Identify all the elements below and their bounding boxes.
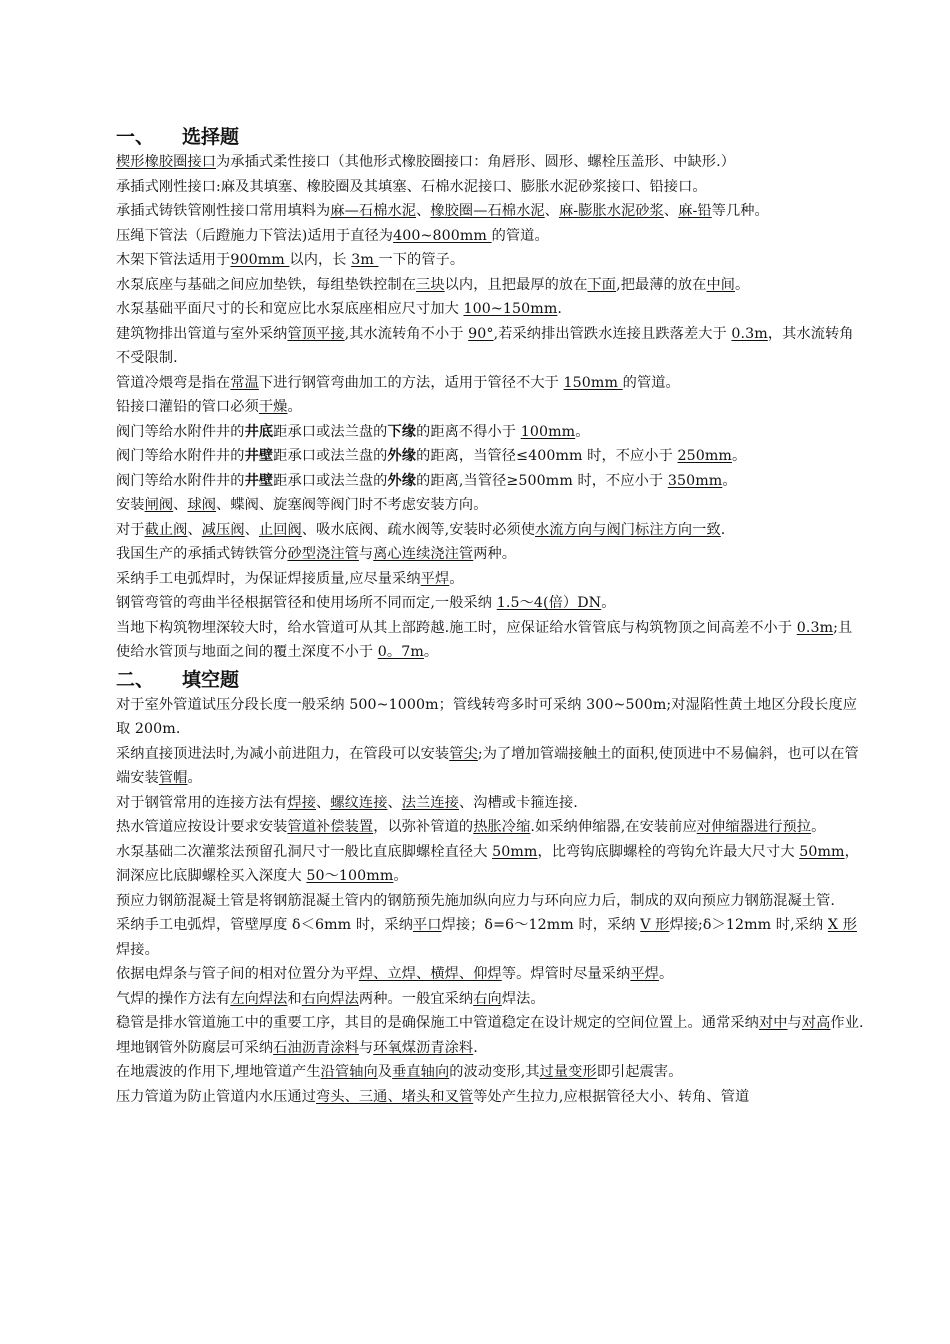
answer-blank: 焊接 — [287, 794, 317, 811]
text-run: 、 — [187, 521, 202, 538]
text-run: 等。焊管时尽量采纳 — [501, 966, 631, 982]
text-run: 。 — [449, 570, 464, 587]
document-body — [116, 122, 866, 1109]
text-run: 。 — [601, 595, 616, 611]
text-run: 为承插式柔性接口（其他形式橡胶圈接口：角唇形、圆形、螺栓压盖形、中缺形.） — [216, 154, 735, 170]
answer-blank: 麻-膨胀水泥砂浆 — [558, 203, 664, 219]
emphasis-text: 井壁 — [244, 448, 274, 464]
text-run: 焊接；δ=6～12mm 时，采纳 — [441, 917, 641, 933]
text-run: 及 — [377, 1064, 393, 1080]
text-run: 两种。 — [473, 546, 517, 562]
text-run: 距承口或法兰盘的 — [273, 472, 388, 489]
text-run: 以内，长 — [289, 252, 352, 268]
text-run: 等处产生拉力,应根据管径大小、转角、管道 — [473, 1088, 750, 1105]
answer-blank: 100mm — [520, 423, 576, 440]
text-run: 当地下构筑物埋深较大时，给水管道可从其上部跨越.施工时，应保证给水管管底与构筑物顶之间高差不小于 — [116, 619, 797, 636]
text-run: 建筑物排出管道与室外采纳 — [116, 325, 288, 342]
section-title: 选择题 — [182, 126, 240, 148]
section-heading — [116, 665, 866, 693]
answer-blank: 截止阀 — [144, 521, 188, 538]
text-run: 、 — [387, 794, 402, 811]
text-run: 、吸水底阀、疏水阀等,安装时必须使 — [301, 521, 536, 538]
answer-blank: 0。7m — [377, 644, 424, 660]
text-run: .如采纳伸缩器,在安装前应 — [530, 819, 697, 835]
text-run: 水泵基础平面尺寸的长和宽应比水泵底座相应尺寸加大 — [116, 301, 464, 317]
question-item — [116, 469, 866, 494]
text-run: 气焊的操作方法有 — [116, 990, 231, 1007]
text-run: 埋地钢管外防腐层可采纳 — [116, 1039, 274, 1056]
answer-blank: V 形 — [640, 917, 670, 933]
answer-blank: 左向焊法 — [230, 990, 288, 1007]
answer-blank: 水流方向与阀门标注方向一致 — [535, 521, 721, 538]
text-run: . — [557, 301, 562, 317]
answer-blank: 400~800mm — [393, 227, 492, 244]
text-run: 焊法。 — [501, 990, 545, 1007]
answer-blank: 平焊 — [630, 966, 659, 982]
text-run: 与 — [358, 546, 374, 562]
text-run: 以内，且把最厚的放在 — [444, 276, 588, 293]
text-run: 、 — [173, 497, 188, 513]
text-run: 、 — [663, 203, 679, 219]
answer-blank: 900mm — [230, 252, 290, 268]
text-run: 阀门等给水附件井的 — [116, 448, 245, 464]
text-run: 、 — [244, 521, 259, 538]
text-run: ,其水流转角不小于 — [344, 325, 469, 342]
text-run: 热水管道应按设计要求安装 — [116, 819, 288, 835]
text-run: 承插式铸铁管刚性接口常用填料为 — [116, 203, 331, 219]
answer-blank: 对高 — [801, 1015, 831, 1031]
text-run: 压力管道为防止管道内水压通过 — [116, 1088, 317, 1105]
answer-blank: 橡胶圈—石棉水泥 — [430, 203, 545, 219]
answer-blank: 50mm — [492, 843, 538, 860]
question-item — [116, 815, 866, 840]
question-item — [116, 1085, 866, 1110]
text-run: 。 — [735, 276, 750, 293]
text-run: ;且使给水管顶与地面之间的覆土深度不小于 — [116, 619, 853, 660]
section-number: 二、 — [116, 668, 155, 691]
answer-blank: 石油沥青涂料 — [273, 1039, 359, 1056]
text-run: 的距离，当管径≤400mm 时，不应小于 — [416, 448, 678, 464]
text-run: 管道冷煨弯是指在 — [116, 374, 231, 391]
answer-blank: 管顶平接 — [287, 325, 345, 342]
answer-blank: 中间 — [706, 276, 736, 293]
answer-blank: 50mm — [799, 843, 845, 860]
text-run: 。 — [732, 448, 747, 464]
section-number: 一、 — [116, 126, 155, 148]
answer-blank: 过量变形 — [539, 1064, 597, 1080]
answer-blank: 减压阀 — [201, 521, 245, 538]
text-run: 。 — [187, 770, 202, 786]
answer-blank: 1.5～4(倍）DN — [496, 595, 602, 611]
answer-blank: 右向焊法 — [301, 990, 359, 1007]
text-run: 两种。一般宜采纳 — [358, 990, 474, 1007]
question-item — [116, 1011, 866, 1036]
question-item — [116, 542, 866, 567]
answer-blank: 150mm — [563, 374, 623, 391]
question-item — [116, 693, 866, 742]
answer-blank: 250mm — [677, 448, 732, 464]
text-run: 。 — [811, 819, 826, 835]
text-run: 。 — [393, 868, 408, 884]
text-run: 的管道。 — [622, 374, 680, 391]
text-run: 焊接;δ＞12mm 时,采纳 — [669, 917, 828, 933]
text-run: 对于 — [116, 521, 145, 538]
text-run: 、 — [416, 203, 431, 219]
text-run: 我国生产的承插式铸铁管分 — [116, 546, 288, 562]
text-run: 对于钢管常用的连接方法有 — [116, 794, 288, 811]
text-run: 水泵基础二次灌浆法预留孔洞尺寸一般比直底脚螺栓直径大 — [116, 843, 493, 860]
text-run: 等几种。 — [711, 203, 769, 219]
answer-blank: 沿管轴向 — [320, 1064, 378, 1080]
question-item — [116, 742, 866, 791]
text-run: ，洞深应比底脚螺栓买入深度大 — [116, 843, 859, 884]
question-item — [116, 1036, 866, 1061]
answer-blank: 管帽 — [158, 770, 188, 786]
text-run: 下进行钢管弯曲加工的方法，适用于管径不大于 — [258, 374, 564, 391]
answer-blank: 100~150mm — [463, 301, 558, 317]
answer-blank: 法兰连接 — [401, 794, 459, 811]
text-run: 和 — [287, 990, 302, 1007]
text-run: 采纳手工电弧焊，管壁厚度 δ＜6mm 时，采纳 — [116, 917, 413, 933]
emphasis-text: 井底 — [244, 423, 274, 440]
question-item — [116, 175, 866, 200]
text-run: 稳管是排水管道施工中的重要工序，其目的是确保施工中管道稳定在设计规定的空间位置上。通常采纳 — [116, 1015, 759, 1031]
question-item — [116, 150, 866, 175]
answer-blank: 右向 — [473, 990, 502, 1007]
answer-blank: 热胀冷缩 — [473, 819, 531, 835]
answer-blank: 焊、立焊、横焊、仰焊 — [358, 966, 502, 982]
question-item — [116, 791, 866, 816]
text-run: ，比弯钩底脚螺栓的弯钩允许最大尺寸大 — [537, 843, 800, 860]
answer-blank: 止回阀 — [258, 521, 302, 538]
text-run: 压绳下管法（后蹬施力下管法)适用于直径为 — [116, 227, 394, 244]
emphasis-text: 井壁 — [244, 472, 274, 489]
answer-blank: 弯头、三通、堵头和叉管 — [316, 1088, 474, 1105]
text-run: 、蝶阀、旋塞阀等阀门时不考虑安装方向。 — [216, 497, 488, 513]
text-run: 的距离不得小于 — [416, 423, 521, 440]
text-run: 焊接。 — [116, 941, 159, 958]
text-run: . — [720, 521, 726, 538]
text-run: 。 — [722, 472, 737, 489]
text-run: 作业. — [830, 1015, 864, 1031]
answer-blank: 三块 — [416, 276, 445, 293]
answer-blank: 90° — [468, 325, 494, 342]
text-run: 、沟槽或卡箍连接. — [458, 794, 578, 811]
question-item — [116, 199, 866, 224]
question-item — [116, 371, 866, 396]
question-item — [116, 420, 866, 445]
question-item — [116, 297, 866, 322]
answer-blank: 环氧煤沥青涂料 — [373, 1039, 474, 1056]
question-item — [116, 395, 866, 420]
question-item — [116, 962, 866, 987]
answer-blank: 对伸缩器进行预拉 — [696, 819, 812, 835]
text-run: 的距离,当管径≥500mm 时，不应小于 — [416, 472, 668, 489]
answer-blank: 平焊 — [420, 570, 450, 587]
text-run: 的波动变形,其 — [449, 1064, 540, 1080]
question-item — [116, 248, 866, 273]
answer-blank: X 形 — [827, 917, 857, 933]
text-run: 预应力钢筋混凝土管是将钢筋混凝土管内的钢筋预先施加纵向应力与环向应力后，制成的双向预应力钢筋混凝土管. — [116, 892, 835, 909]
answer-blank: 闸阀 — [144, 497, 174, 513]
text-run: 对于室外管道试压分段长度一般采纳 500~1000m；管线转弯多时可采纳 300~500m;对湿陷性黄土地区分段长度应取 200m. — [116, 696, 858, 737]
text-run: . — [473, 1039, 478, 1056]
answer-blank: 管尖 — [449, 745, 478, 762]
question-item — [116, 273, 866, 298]
answer-blank: 干燥 — [258, 399, 288, 415]
answer-blank: 麻-铅 — [678, 203, 712, 219]
answer-blank: 离心连续浇注管 — [373, 546, 474, 562]
text-run: 。 — [658, 966, 674, 982]
question-item — [116, 493, 866, 518]
text-run: 铅接口灌铅的管口必须 — [116, 399, 259, 415]
text-run: 钢管弯管的弯曲半径根据管径和使用场所不同而定,一般采纳 — [116, 595, 497, 611]
question-item — [116, 840, 866, 889]
text-run: 阀门等给水附件井的 — [116, 472, 245, 489]
text-run: ,把最薄的放在 — [616, 276, 707, 293]
text-run: 距承口或法兰盘的 — [273, 448, 388, 464]
text-run: 。 — [575, 423, 590, 440]
emphasis-text: 外缘 — [387, 472, 417, 489]
text-run: 即引起震害。 — [596, 1064, 683, 1080]
answer-blank: 螺纹连接 — [330, 794, 388, 811]
text-run: 采纳直接顶进法时,为减小前进阻力，在管段可以安装 — [116, 745, 450, 762]
emphasis-text: 下缘 — [387, 423, 417, 440]
text-run: 、 — [544, 203, 559, 219]
text-run: ，其水流转角不受限制. — [116, 325, 854, 366]
text-run: 。 — [287, 399, 302, 415]
text-run: 水泵底座与基础之间应加垫铁，每组垫铁控制在 — [116, 276, 417, 293]
answer-blank: 0.3m — [796, 619, 834, 636]
text-run: 木架下管法适用于 — [116, 252, 231, 268]
text-run: 阀门等给水附件井的 — [116, 423, 245, 440]
text-run: 承插式刚性接口:麻及其填塞、橡胶圈及其填塞、石棉水泥接口、膨胀水泥砂浆接口、铅接口。 — [116, 178, 707, 195]
text-run: 的管道。 — [491, 227, 549, 244]
text-run: 、 — [316, 794, 331, 811]
question-item — [116, 567, 866, 592]
question-item — [116, 444, 866, 469]
question-item — [116, 322, 866, 371]
text-run: 与 — [787, 1015, 802, 1031]
answer-blank: 下面 — [587, 276, 617, 293]
text-run: ,若采纳排出管跌水连接且跌落差大于 — [493, 325, 732, 342]
text-run: 一下的管子。 — [378, 252, 465, 268]
text-run: 在地震波的作用下,埋地管道产生 — [116, 1064, 321, 1080]
answer-blank: 垂直轴向 — [392, 1064, 450, 1080]
answer-blank: 管道补偿装置 — [287, 819, 374, 835]
text-run: ，以弥补管道的 — [373, 819, 474, 835]
question-item — [116, 889, 866, 914]
answer-blank: 对中 — [758, 1015, 788, 1031]
question-item — [116, 591, 866, 616]
text-run: 与 — [358, 1039, 374, 1056]
text-run: 距承口或法兰盘的 — [273, 423, 388, 440]
emphasis-text: 外缘 — [387, 448, 417, 464]
text-run: 。 — [423, 644, 439, 660]
answer-blank: 球阀 — [187, 497, 217, 513]
answer-blank: 3m — [351, 252, 379, 268]
text-run: 采纳手工电弧焊时，为保证焊接质量,应尽量采纳 — [116, 570, 421, 587]
question-item — [116, 913, 866, 962]
section-title: 填空题 — [182, 668, 240, 691]
question-item — [116, 987, 866, 1012]
question-item — [116, 518, 866, 543]
answer-blank: 砂型浇注管 — [287, 546, 359, 562]
question-item — [116, 616, 866, 665]
question-item — [116, 224, 866, 249]
answer-blank: 平口 — [412, 917, 442, 933]
question-item — [116, 1060, 866, 1085]
section-heading — [116, 122, 866, 150]
answer-blank: 0.3m — [731, 325, 768, 342]
answer-blank: 常温 — [230, 374, 259, 391]
answer-blank: 楔形橡胶圈接口 — [116, 154, 217, 170]
text-run: 依据电焊条与管子间的相对位置分为平 — [116, 966, 359, 982]
text-run: ;为了增加管端接触土的面积,使顶进中不易偏斜，也可以在管端安装 — [116, 745, 859, 786]
answer-blank: 麻—石棉水泥 — [330, 203, 417, 219]
answer-blank: 50～100mm — [306, 868, 394, 884]
answer-blank: 350mm — [667, 472, 723, 489]
text-run: 安装 — [116, 497, 145, 513]
